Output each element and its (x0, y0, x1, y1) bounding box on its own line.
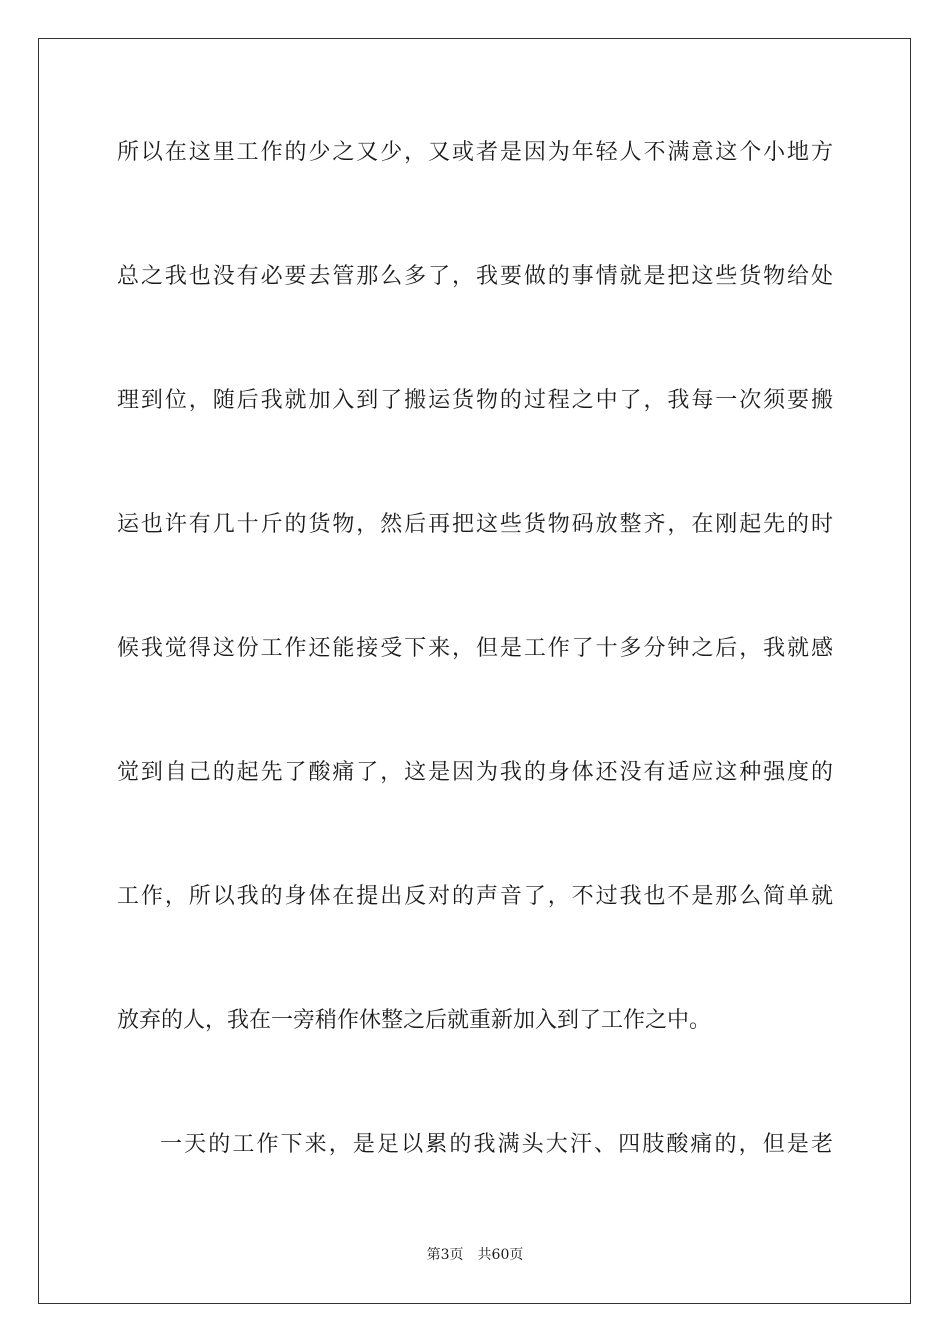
page-number: 第3页 (426, 1247, 464, 1263)
body-text-line: 所以在这里工作的少之又少，又或者是因为年轻人不满意这个小地方 (117, 140, 833, 165)
paragraph-first-line: 一天的工作下来，是足以累的我满头大汗、四肢酸痛的，但是老 (160, 1132, 833, 1157)
body-text-line: 觉到自己的起先了酸痛了，这是因为我的身体还没有适应这种强度的 (117, 760, 833, 785)
body-text-line: 理到位，随后我就加入到了搬运货物的过程之中了，我每一次须要搬 (117, 388, 833, 413)
body-text-line: 放弃的人，我在一旁稍作休整之后就重新加入到了工作之中。 (117, 1008, 712, 1033)
page-total: 共60页 (477, 1247, 524, 1263)
body-text-line: 工作，所以我的身体在提出反对的声音了，不过我也不是那么简单就 (117, 884, 833, 909)
body-text-line: 候我觉得这份工作还能接受下来，但是工作了十多分钟之后，我就感 (117, 636, 833, 661)
body-text-line: 运也许有几十斤的货物，然后再把这些货物码放整齐，在刚起先的时 (117, 512, 833, 537)
body-text-line: 总之我也没有必要去管那么多了，我要做的事情就是把这些货物给处 (117, 264, 833, 289)
page-footer (0, 1245, 950, 1265)
page-border (38, 38, 911, 1304)
